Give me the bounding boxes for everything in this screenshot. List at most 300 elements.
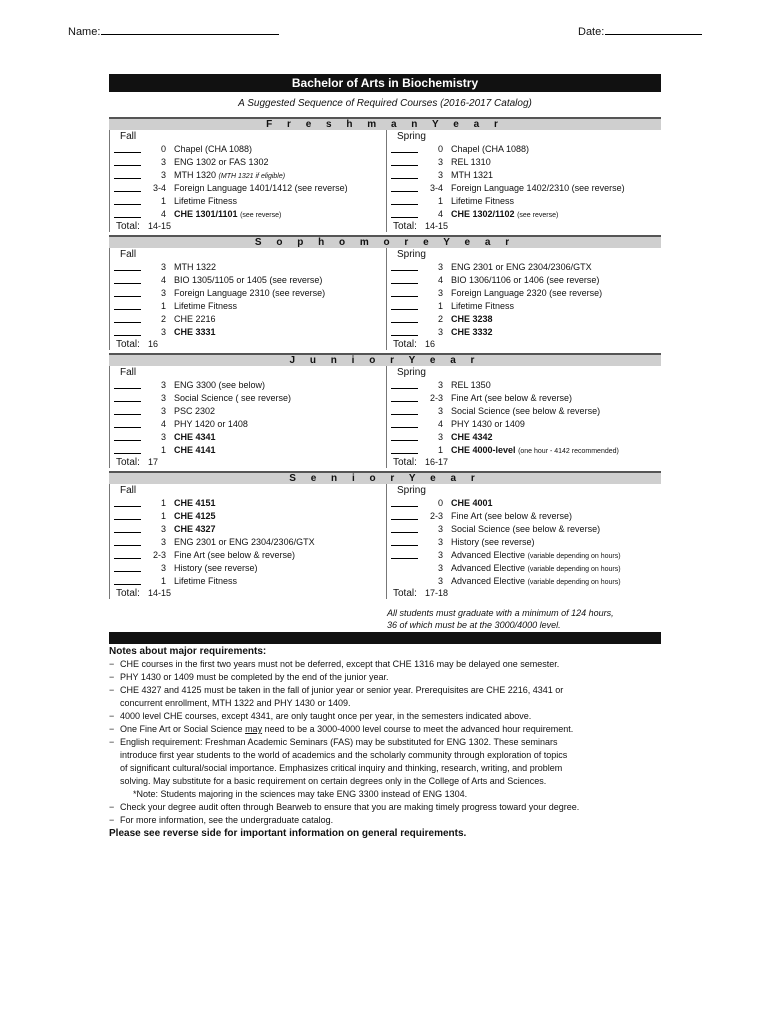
course-code: BIO 1306/1106 or 1406 (see reverse) [451,275,600,285]
course-row [387,431,657,444]
grade-blank[interactable] [391,414,418,415]
course-code: CHE 4327 [174,524,216,534]
course-row [110,169,380,182]
course-code: MTH 1320 [174,170,217,180]
course-row [110,405,380,418]
course-name [451,549,621,563]
course-code: ENG 2301 or ENG 2304/2306/GTX [451,262,592,272]
credit-hours: 1 [160,576,166,586]
credit-hours: 3 [160,537,166,547]
spring-semester [386,484,657,599]
course-row [110,261,380,274]
note-continuation: *Note: Students majoring in the sciences may take ENG 3300 instead of ENG 1304. [133,789,468,799]
course-code: ENG 3300 (see below) [174,380,266,390]
credit-hours: 1 [160,445,166,455]
course-row [387,261,657,274]
semester-total [110,339,380,350]
credit-hours: 3 [437,327,443,337]
grade-blank[interactable] [391,204,418,205]
grade-blank[interactable] [114,309,141,310]
total-label: Total: [116,339,140,350]
credit-hours: 3 [437,157,443,167]
course-code: CHE 1302/1102 [451,209,515,219]
grade-blank[interactable] [391,545,418,546]
credit-hours: 3 [160,432,166,442]
grade-blank[interactable] [391,152,418,153]
course-row [387,444,657,457]
notes-divider [109,632,661,644]
grade-blank[interactable] [114,584,141,585]
course-name [174,497,216,510]
note-text: For more information, see the undergraduate catalog. [120,815,334,825]
year-section [109,117,661,232]
grade-blank[interactable] [114,453,141,454]
total-hours: 16-17 [425,457,449,467]
course-name [451,169,493,182]
credit-hours: 2 [160,314,166,324]
note-text: 4000 level CHE courses, except 4341, are only taught once per year, in the semesters indicated above. [120,711,532,721]
grade-blank[interactable] [391,453,418,454]
course-name [451,287,602,300]
fall-semester [109,130,380,232]
grade-blank[interactable] [391,309,418,310]
credit-hours: 3 [437,524,443,534]
grade-blank[interactable] [114,401,141,402]
total-label: Total: [393,339,417,350]
course-code: Social Science (see below & reverse) [451,524,601,534]
date-label: Date: [578,26,605,38]
course-name [451,313,493,326]
course-name [174,195,237,208]
grade-blank[interactable] [391,191,418,192]
semester-columns [109,130,661,232]
credit-hours: 3 [160,380,166,390]
course-row [110,274,380,287]
grade-blank[interactable] [391,335,418,336]
credit-hours: 3 [437,550,443,560]
course-name [174,523,216,536]
course-row [387,169,657,182]
semester-total [110,588,380,599]
note-item [109,736,669,749]
note-item [109,723,669,736]
semester-label: Fall [120,131,137,142]
note-continuation: of significant cultural/social importance. Emphasizes critical inquiry and thinking, research, writing, and problem [120,763,563,773]
semester-total [110,221,380,232]
grade-blank[interactable] [391,427,418,428]
grade-blank[interactable] [391,283,418,284]
course-code: Chapel (CHA 1088) [174,144,253,154]
course-name [451,562,621,576]
credit-hours: 2-3 [429,511,443,521]
grade-blank[interactable] [391,401,418,402]
course-name [451,326,493,339]
credit-hours: 3 [160,524,166,534]
course-row [110,523,380,536]
grade-blank[interactable] [391,217,418,218]
year-title-bar: F r e s h m a n Y e a r [109,117,661,130]
grade-blank[interactable] [114,532,141,533]
credit-hours: 3-4 [429,183,443,193]
credit-hours: 0 [437,498,443,508]
semester-label: Fall [120,367,137,378]
course-name [451,208,558,222]
note-item [109,671,669,684]
course-row [387,497,657,510]
credit-hours: 1 [437,445,443,455]
grade-blank[interactable] [114,283,141,284]
total-hours: 17-18 [425,588,449,598]
grade-blank[interactable] [114,558,141,559]
credit-hours: 3 [160,170,166,180]
grade-blank[interactable] [391,322,418,323]
course-name [174,536,315,549]
dash: − [109,685,115,695]
semester-label: Spring [397,367,426,378]
course-name [451,143,529,156]
course-code: Foreign Language 2310 (see reverse) [174,288,326,298]
course-note: (variable depending on hours) [527,566,621,573]
graduation-note-line: All students must graduate with a minimum of 124 hours, [387,608,614,618]
total-hours: 14-15 [425,221,449,231]
credit-hours: 2-3 [152,550,166,560]
grade-blank[interactable] [114,217,141,218]
course-row [387,379,657,392]
course-code: ENG 1302 or FAS 1302 [174,157,269,167]
course-row [387,523,657,536]
note-item [109,710,669,723]
course-code: REL 1310 [451,157,491,167]
course-code: MTH 1322 [174,262,217,272]
course-code: Advanced Elective [451,576,526,586]
course-name [451,497,493,510]
course-code: Lifetime Fitness [451,301,515,311]
note-text: CHE 4327 and 4125 must be taken in the fall of junior year or senior year. Prerequisites are CHE 2216, 4341 or [120,685,564,695]
course-name [174,208,281,222]
course-row [110,208,380,221]
course-row [387,182,657,195]
total-label: Total: [393,457,417,468]
date-field[interactable] [578,25,702,38]
course-row [387,300,657,313]
course-name [174,379,265,392]
spring-semester [386,248,657,350]
course-row [387,510,657,523]
credit-hours: 4 [160,275,166,285]
grade-blank[interactable] [391,165,418,166]
course-row [387,143,657,156]
course-code: Foreign Language 1401/1412 (see reverse) [174,183,348,193]
dash: − [109,815,115,825]
credit-hours: 1 [437,301,443,311]
course-name [174,169,285,183]
year-section [109,235,661,350]
notes-section [109,645,669,840]
course-code: ENG 2301 or ENG 2304/2306/GTX [174,537,315,547]
credit-hours: 3 [437,380,443,390]
dash: − [109,737,115,747]
credit-hours: 3 [160,563,166,573]
course-code: CHE 4001 [451,498,493,508]
course-name [174,287,325,300]
credit-hours: 0 [160,144,166,154]
course-code: CHE 4342 [451,432,493,442]
course-row [387,405,657,418]
spring-semester [386,130,657,232]
grade-blank[interactable] [114,270,141,271]
note-text: PHY 1430 or 1409 must be completed by the end of the junior year. [120,672,389,682]
note-continuation: solving. May substitute for a basic requirement on certain degrees only in the College of Arts and Sciences. [120,776,547,786]
semester-total [110,457,380,468]
credit-hours: 3 [437,170,443,180]
grade-blank[interactable] [114,191,141,192]
course-code: Foreign Language 1402/2310 (see reverse) [451,183,625,193]
credit-hours: 4 [160,209,166,219]
grade-blank[interactable] [391,519,418,520]
note-text: One Fine Art or Social Science [120,724,246,734]
course-row [387,392,657,405]
total-hours: 16 [148,339,159,349]
dash: − [109,672,115,682]
course-name [174,326,216,339]
course-name [451,510,572,523]
grade-blank[interactable] [114,440,141,441]
course-row [387,274,657,287]
course-row [110,444,380,457]
course-row [110,287,380,300]
course-code: Lifetime Fitness [451,196,515,206]
grade-blank[interactable] [114,165,141,166]
credit-hours: 1 [437,196,443,206]
course-name [174,143,252,156]
course-note: (see reverse) [240,212,282,219]
course-row [110,536,380,549]
credit-hours: 3 [160,262,166,272]
course-code: History (see reverse) [174,563,258,573]
course-code: CHE 2216 [174,314,216,324]
course-row [110,549,380,562]
grade-blank[interactable] [391,296,418,297]
course-note: (see reverse) [517,212,559,219]
course-name [451,274,599,287]
credit-hours: 0 [437,144,443,154]
course-name [451,182,625,195]
course-name [174,261,216,274]
course-name [174,418,248,431]
semester-label: Spring [397,485,426,496]
name-field[interactable] [68,25,279,38]
total-label: Total: [393,588,417,599]
grade-blank[interactable] [391,506,418,507]
semester-columns [109,366,661,468]
course-row [110,143,380,156]
course-code: Advanced Elective [451,550,526,560]
course-name [451,431,493,444]
grade-blank[interactable] [114,414,141,415]
course-code: Lifetime Fitness [174,196,238,206]
grade-blank[interactable] [114,178,141,179]
course-code: History (see reverse) [451,537,535,547]
semester-label: Fall [120,249,137,260]
page-subtitle: A Suggested Sequence of Required Courses (2016-2017 Catalog) [238,98,532,109]
credit-hours: 3 [437,406,443,416]
course-row [387,536,657,549]
grade-blank[interactable] [114,506,141,507]
credit-hours: 1 [160,301,166,311]
course-name [174,562,258,575]
course-note: (variable depending on hours) [527,553,621,560]
grade-blank[interactable] [114,152,141,153]
credit-hours: 3 [437,563,443,573]
credit-hours: 4 [437,209,443,219]
course-row [387,156,657,169]
course-note: (one hour - 4142 recommended) [518,448,619,455]
fall-semester [109,484,380,599]
total-hours: 17 [148,457,159,467]
course-row [387,562,657,575]
course-name [451,444,619,458]
course-name [174,405,215,418]
course-row [110,156,380,169]
course-name [451,405,600,418]
credit-hours: 3 [437,432,443,442]
total-label: Total: [116,457,140,468]
course-name [451,392,572,405]
course-code: CHE 4151 [174,498,216,508]
semester-total [387,221,657,232]
dash: − [109,711,115,721]
note-item [109,814,669,827]
credit-hours: 4 [437,275,443,285]
course-name [174,549,295,562]
course-name [451,300,514,313]
course-code: CHE 4000-level [451,445,516,455]
fall-semester [109,366,380,468]
course-note: (variable depending on hours) [527,579,621,586]
course-name [174,510,216,523]
credit-hours: 3 [437,537,443,547]
dash: − [109,802,115,812]
course-name [174,313,216,326]
course-name [174,156,269,169]
grade-blank[interactable] [114,571,141,572]
course-code: CHE 1301/1101 [174,209,238,219]
credit-hours: 1 [160,498,166,508]
grade-blank[interactable] [391,270,418,271]
credit-hours: 3 [160,393,166,403]
course-name [174,431,216,444]
note-item [109,801,669,814]
graduation-note-line: 36 of which must be at the 3000/4000 level. [387,620,561,630]
course-row [387,575,657,588]
course-name [174,575,237,588]
course-row [387,195,657,208]
grade-blank[interactable] [114,519,141,520]
course-code: Foreign Language 2320 (see reverse) [451,288,603,298]
grade-blank[interactable] [114,388,141,389]
course-row [110,182,380,195]
grade-blank[interactable] [114,427,141,428]
reverse-side-note: Please see reverse side for important information on general requirements. [109,828,467,839]
year-section [109,471,661,599]
course-row [110,392,380,405]
date-line[interactable] [605,25,702,35]
name-line[interactable] [101,25,279,35]
grade-blank[interactable] [114,296,141,297]
total-label: Total: [116,221,140,232]
graduation-note [387,607,667,631]
credit-hours: 1 [160,511,166,521]
grade-blank[interactable] [114,322,141,323]
total-hours: 14-15 [148,588,172,598]
course-name [451,575,621,589]
course-row [387,418,657,431]
note-text: Check your degree audit often through Bearweb to ensure that you are making timely progress toward your degree. [120,802,580,812]
semester-columns [109,248,661,350]
course-name [451,418,525,431]
course-code: Lifetime Fitness [174,301,238,311]
credit-hours: 3 [160,327,166,337]
grade-blank[interactable] [391,178,418,179]
course-code: Social Science ( see reverse) [174,393,292,403]
credit-hours: 3 [160,288,166,298]
grade-blank[interactable] [114,204,141,205]
credit-hours: 1 [160,196,166,206]
grade-blank[interactable] [391,388,418,389]
course-row [110,300,380,313]
grade-blank[interactable] [391,532,418,533]
course-name [451,379,491,392]
course-note: (MTH 1321 if eligible) [218,173,286,180]
notes-title: Notes about major requirements: [109,646,267,657]
course-code: CHE 3332 [451,327,493,337]
course-row [110,510,380,523]
course-row [110,562,380,575]
grade-blank[interactable] [114,545,141,546]
total-hours: 16 [425,339,436,349]
course-row [110,497,380,510]
course-name [174,274,322,287]
course-row [387,549,657,562]
note-item [109,658,669,671]
course-code: REL 1350 [451,380,491,390]
fall-semester [109,248,380,350]
course-row [387,208,657,221]
grade-blank[interactable] [114,335,141,336]
semester-total [387,339,657,350]
semester-label: Spring [397,131,426,142]
course-row [110,418,380,431]
year-section [109,353,661,468]
note-text: CHE courses in the first two years must not be deferred, except that CHE 1316 may be delayed one semester. [120,659,560,669]
course-name [174,182,348,195]
credit-hours: 2 [437,314,443,324]
course-row [387,287,657,300]
course-code: CHE 3331 [174,327,216,337]
course-code: Lifetime Fitness [174,576,238,586]
note-continuation: concurrent enrollment, MTH 1322 and PHY 1430 or 1409. [120,698,351,708]
note-text: English requirement: Freshman Academic Seminars (FAS) may be substituted for ENG 1302. These seminars [120,737,558,747]
course-code: MTH 1321 [451,170,494,180]
course-code: CHE 4125 [174,511,216,521]
name-label: Name: [68,26,101,38]
credit-hours: 3 [160,157,166,167]
course-code: Social Science (see below & reverse) [451,406,601,416]
course-name [451,261,592,274]
grade-blank[interactable] [391,440,418,441]
course-name [451,195,514,208]
grade-blank[interactable] [391,558,418,559]
